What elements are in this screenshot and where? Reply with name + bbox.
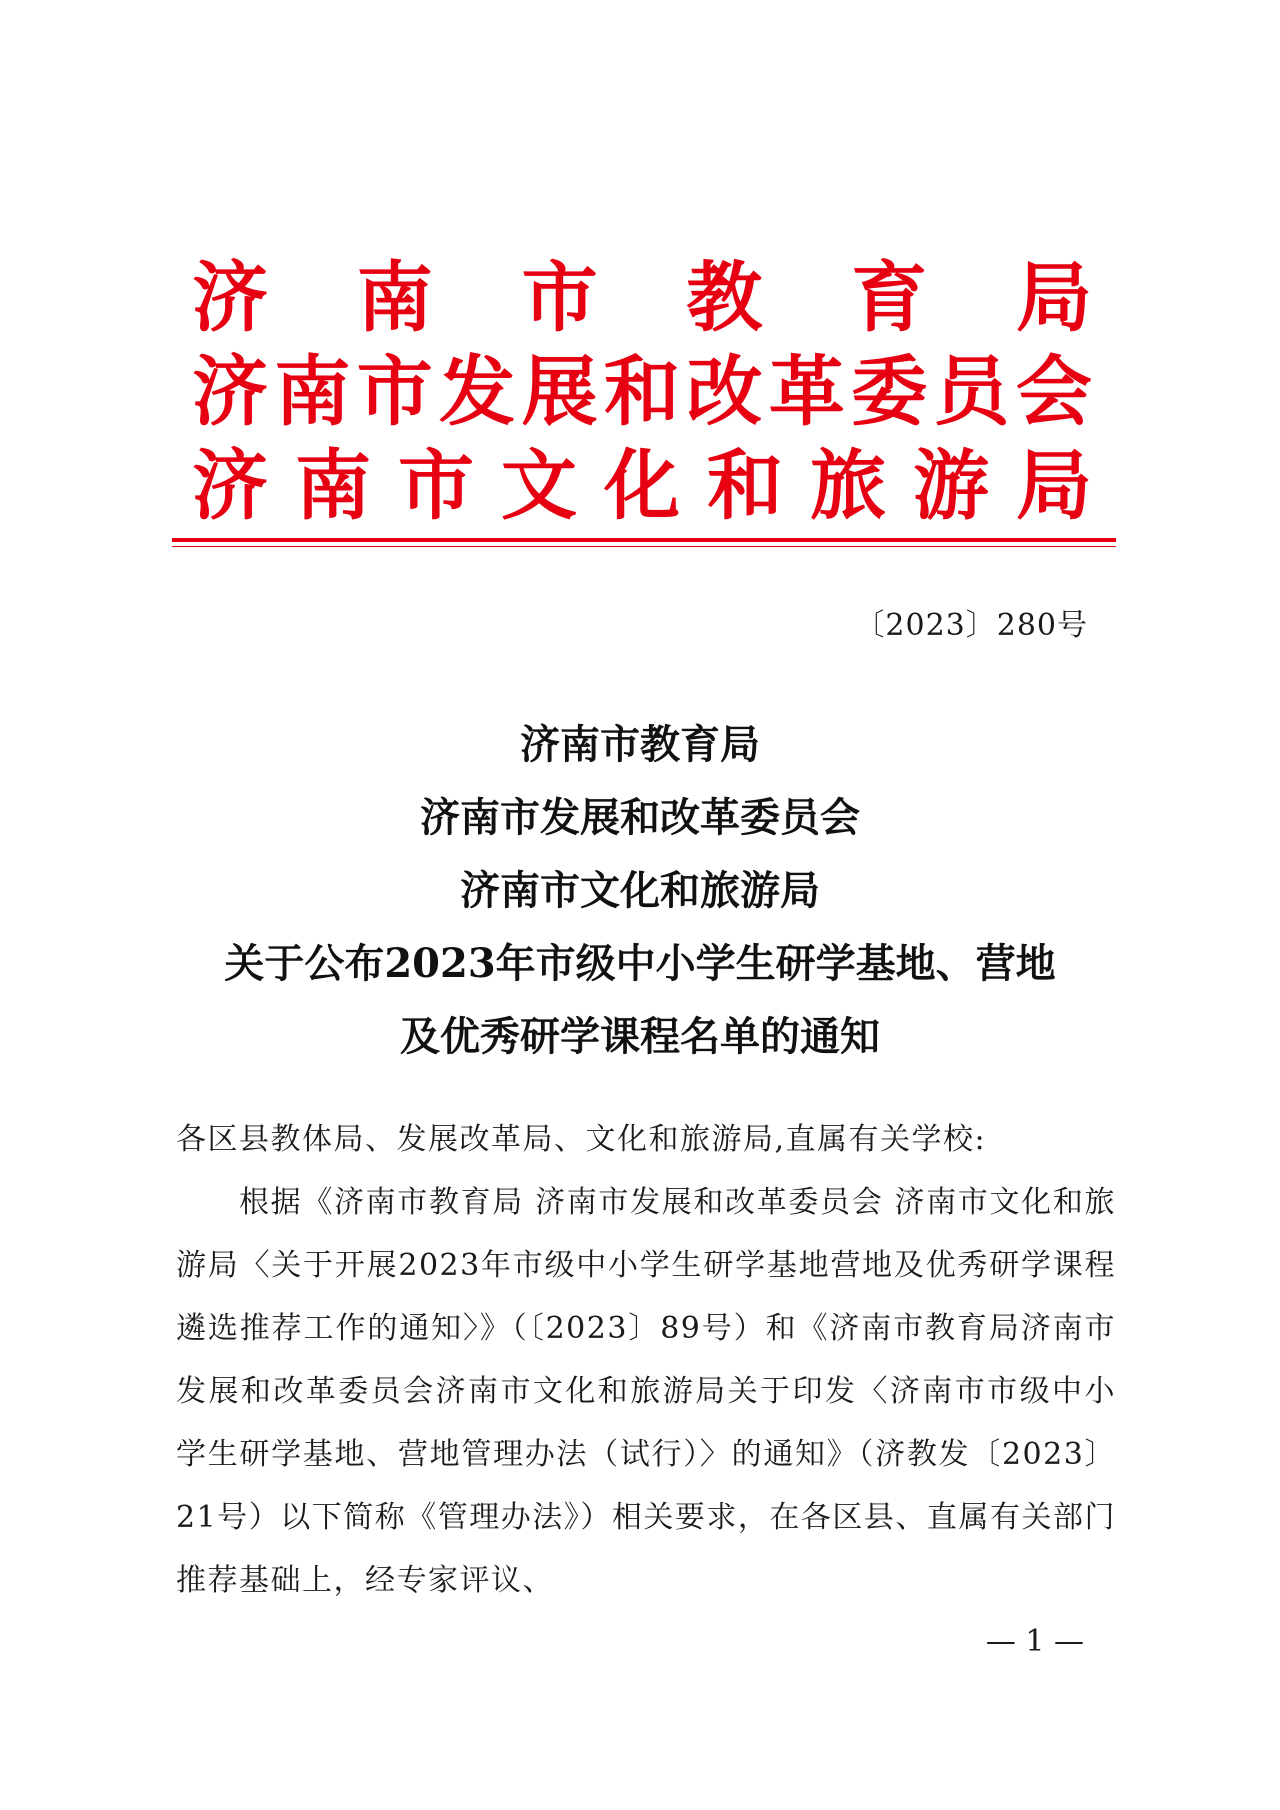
masthead-char: 育 [851,253,928,342]
masthead-char: 会 [1015,347,1092,436]
body-paragraph: 根据《济南市教育局 济南市发展和改革委员会 济南市文化和旅游局〈关于开展2023年市级中小学生研学基地营地及优秀研学课程遴选推荐工作的通知〉》（〔2023〕89号）和《济南市教育局济南市发展和改革委员会济南市文化和旅游局关于印发〈济南市市级中小学生研学基地、营地管理办法（试行）〉的通知》（济教发〔2023〕21号）以下简称《管理办法》）相关要求，在各区县、直属有关部门推荐基础上，经专家评议、 [176,1185,1116,1598]
masthead-char: 和 [707,441,783,530]
title-line: 济南市文化和旅游局 [460,867,820,914]
masthead-char: 教 [686,253,763,342]
masthead-line-3 [192,440,1092,532]
masthead-char: 员 [933,347,1010,436]
document-number: 〔2023〕280号 [854,608,1088,643]
masthead-char: 济 [192,253,268,342]
masthead-line-1 [192,252,1092,344]
masthead-char: 改 [686,347,763,436]
masthead-char: 市 [521,253,598,342]
masthead-char: 文 [501,441,577,530]
masthead-char: 发 [439,347,516,436]
title-line: 关于公布2023年市级中小学生研学基地、营地 [224,940,1056,987]
masthead-char: 革 [768,347,845,436]
masthead-line-2 [192,346,1092,438]
masthead-char: 市 [398,441,474,530]
masthead-char: 化 [604,441,680,530]
masthead-char: 济 [192,347,268,436]
masthead-char: 展 [521,347,598,436]
masthead-char: 局 [1015,253,1092,342]
document-body [176,1108,1116,1612]
title-line: 济南市发展和改革委员会 [420,794,860,841]
masthead-char: 南 [295,441,371,530]
red-divider-rule-thin [172,546,1116,547]
masthead-char: 济 [192,441,268,530]
masthead-char: 和 [603,347,680,436]
addressee-line: 各区县教体局、发展改革局、文化和旅游局,直属有关学校: [176,1122,987,1157]
masthead-char: 南 [274,347,351,436]
red-divider-rule [172,538,1116,542]
masthead-char: 局 [1016,441,1092,530]
masthead-char: 南 [356,253,433,342]
page-number: — 1 — [985,1624,1084,1659]
masthead-char: 旅 [810,441,886,530]
masthead-char: 委 [851,347,928,436]
title-line: 济南市教育局 [520,721,760,768]
masthead-char: 游 [913,441,989,530]
title-line: 及优秀研学课程名单的通知 [400,1013,880,1060]
document-title [150,708,1130,1073]
masthead-char: 市 [356,347,433,436]
